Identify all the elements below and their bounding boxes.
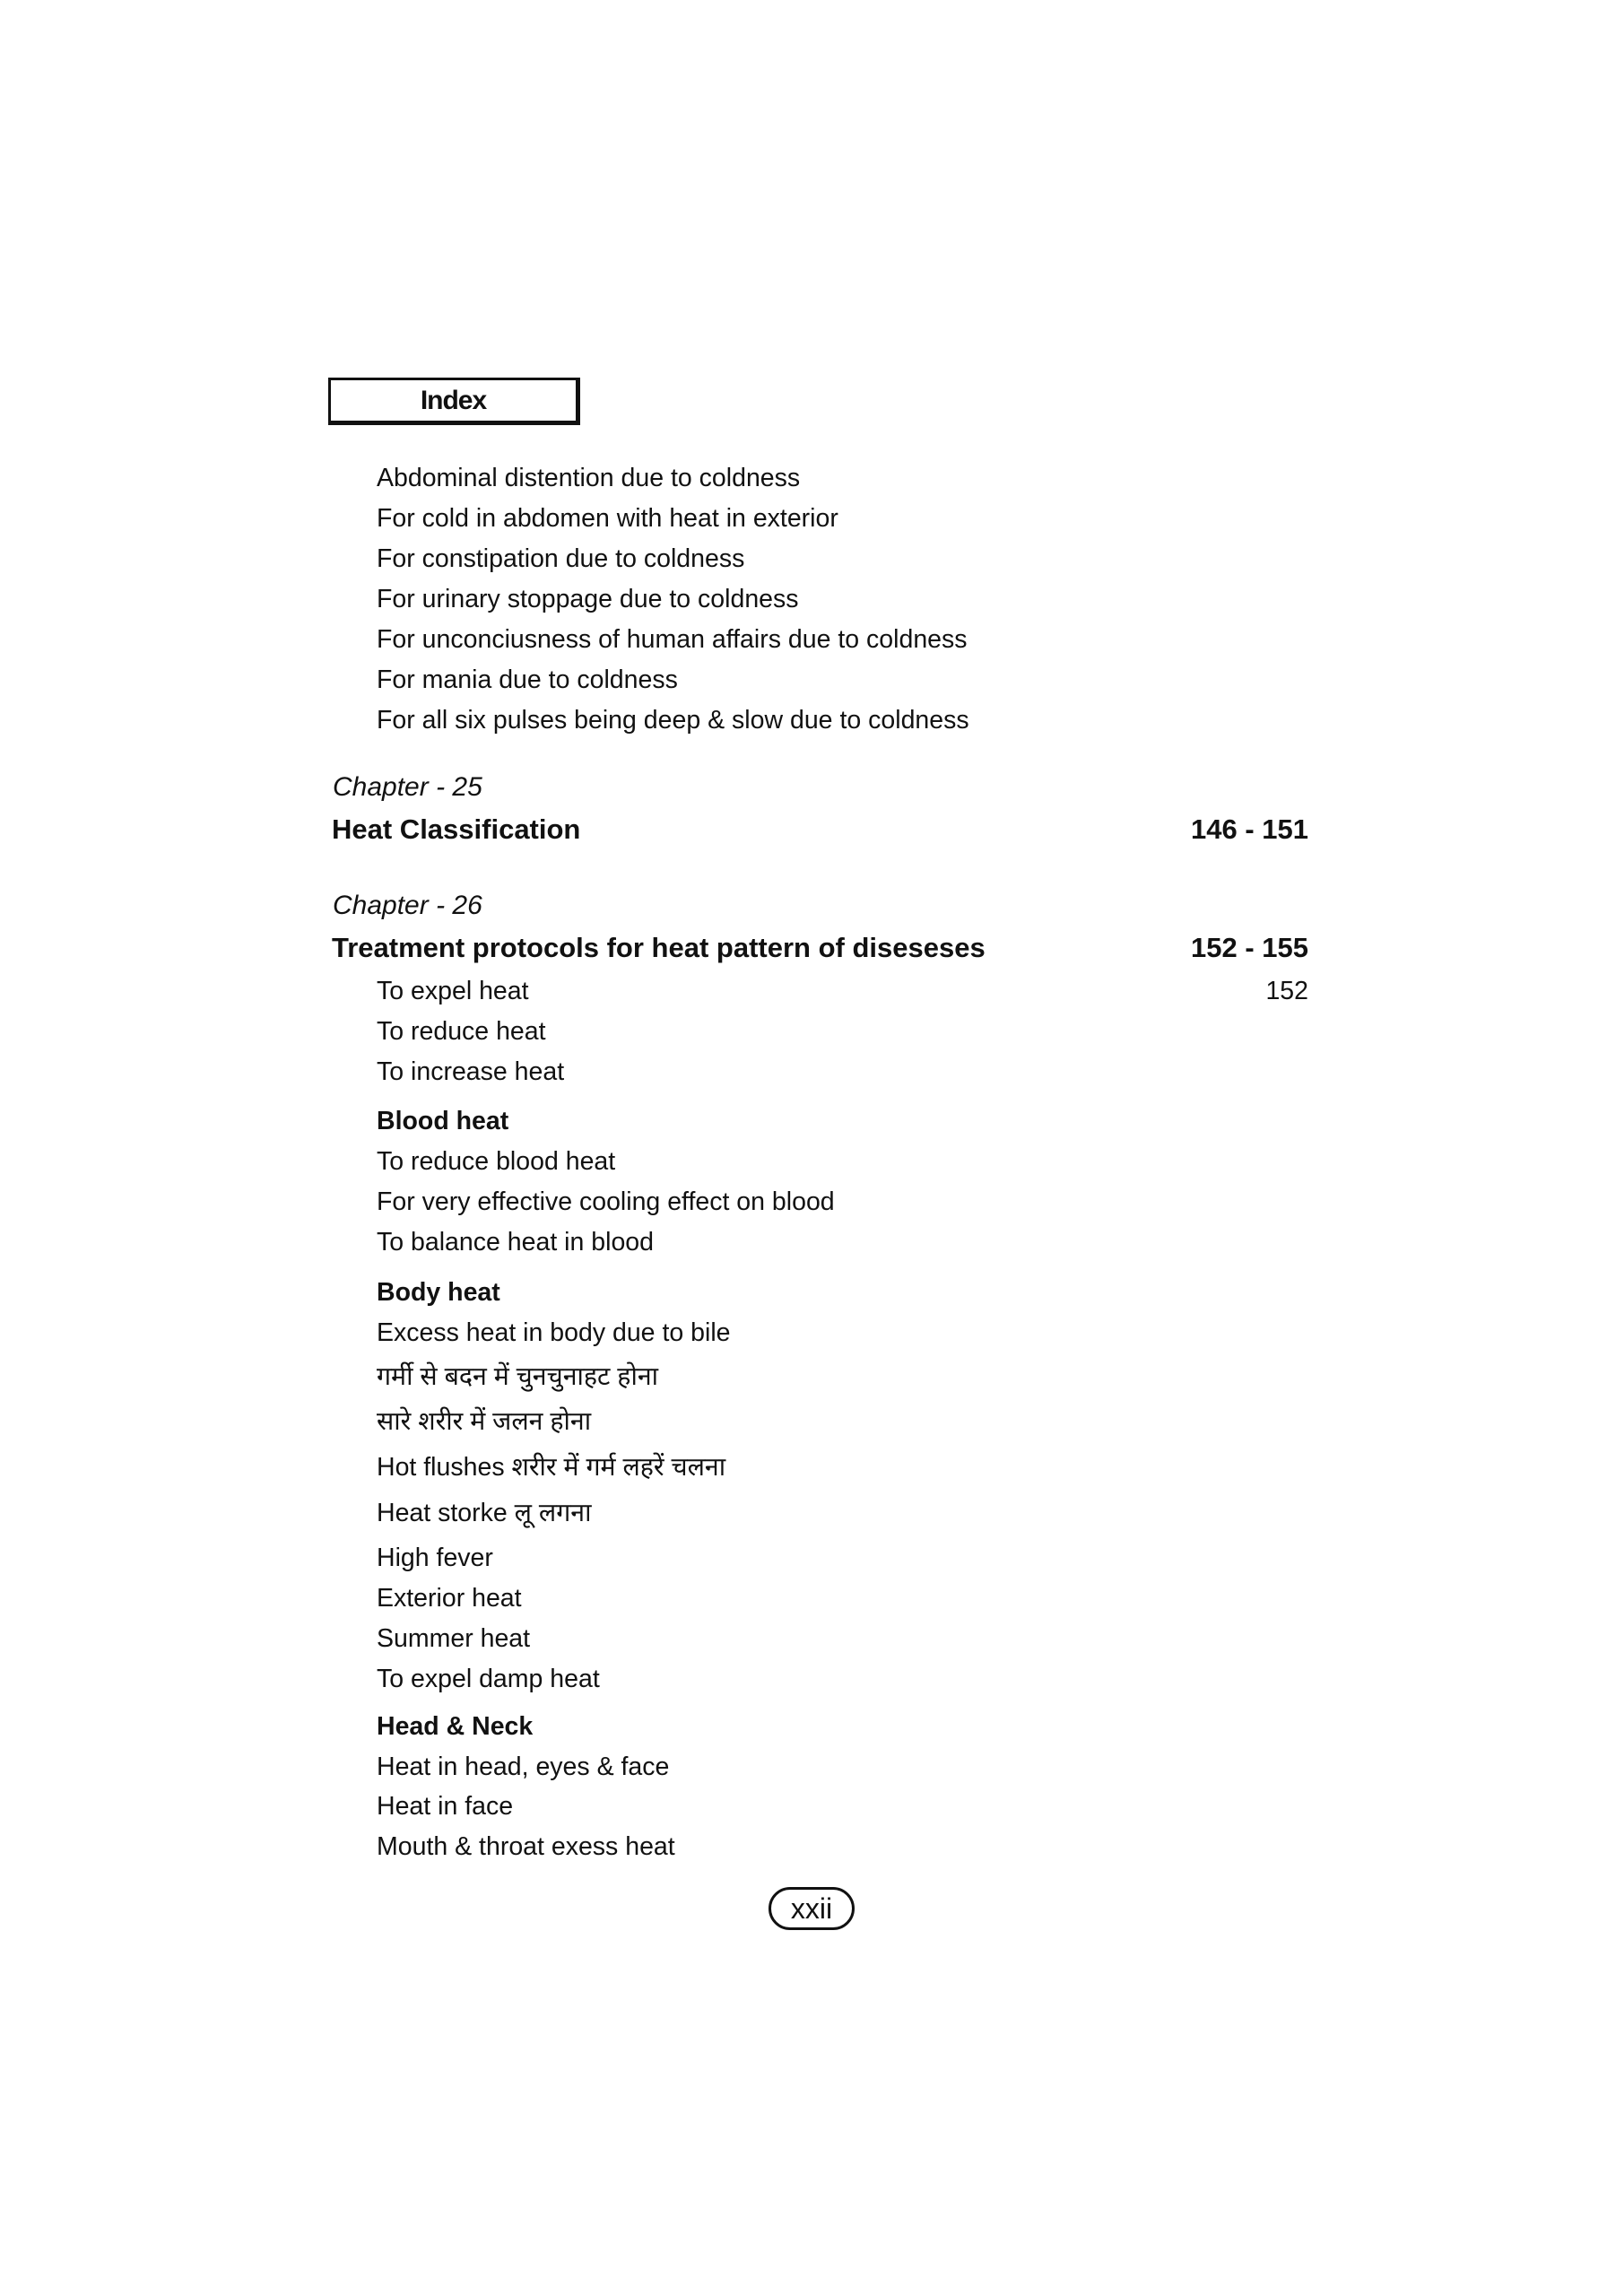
index-entry: For all six pulses being deep & slow due to coldness [377, 706, 969, 735]
index-entry: Heat storke लू लगना [377, 1499, 592, 1527]
index-entry: Exterior heat [377, 1584, 522, 1613]
index-entry: To reduce blood heat [377, 1147, 616, 1176]
chapter-26-pages: 152 - 155 [1191, 932, 1308, 963]
index-entry: Excess heat in body due to bile [377, 1318, 731, 1347]
index-entry: Heat in face [377, 1792, 514, 1821]
index-entry: For cold in abdomen with heat in exterior [377, 504, 838, 533]
index-entry: High fever [377, 1544, 493, 1572]
index-entry: सारे शरीर में जलन होना [377, 1407, 592, 1436]
index-entry: To increase heat [377, 1057, 565, 1086]
index-title: Index [420, 385, 487, 415]
index-entry: For constipation due to coldness [377, 544, 745, 573]
chapter-25-label: Chapter - 25 [333, 772, 482, 802]
index-entry: To expel heat [377, 977, 529, 1005]
index-entry: Summer heat [377, 1624, 531, 1653]
index-entry: Mouth & throat exess heat [377, 1832, 675, 1861]
subsection-heading-body-heat: Body heat [377, 1278, 500, 1307]
index-entry: For very effective cooling effect on blood [377, 1187, 835, 1216]
chapter-26-label: Chapter - 26 [333, 891, 482, 920]
index-entry: Abdominal distention due to coldness [377, 464, 801, 492]
subsection-heading-head-neck: Head & Neck [377, 1712, 534, 1741]
index-entry: To balance heat in blood [377, 1228, 654, 1257]
chapter-25-title: Heat Classification [332, 813, 581, 845]
page-number-text: xxii [790, 1892, 833, 1925]
index-entry: To expel damp heat [377, 1665, 600, 1693]
index-entry: Heat in head, eyes & face [377, 1752, 670, 1781]
index-entry: To reduce heat [377, 1017, 546, 1046]
index-header-box [328, 378, 580, 425]
page-number [769, 1887, 855, 1930]
entry-page-number: 152 [1265, 977, 1308, 1005]
index-entry: For mania due to coldness [377, 665, 678, 694]
index-entry: गर्मी से बदन में चुनचुनाहट होना [377, 1362, 659, 1391]
subsection-heading-blood-heat: Blood heat [377, 1107, 509, 1135]
chapter-25-pages: 146 - 151 [1191, 813, 1308, 845]
index-entry: For unconciusness of human affairs due to coldness [377, 625, 968, 654]
index-entry: Hot flushes शरीर में गर्म लहरें चलना [377, 1453, 726, 1482]
index-entry: For urinary stoppage due to coldness [377, 585, 799, 613]
chapter-26-title: Treatment protocols for heat pattern of diseseses [332, 932, 986, 963]
